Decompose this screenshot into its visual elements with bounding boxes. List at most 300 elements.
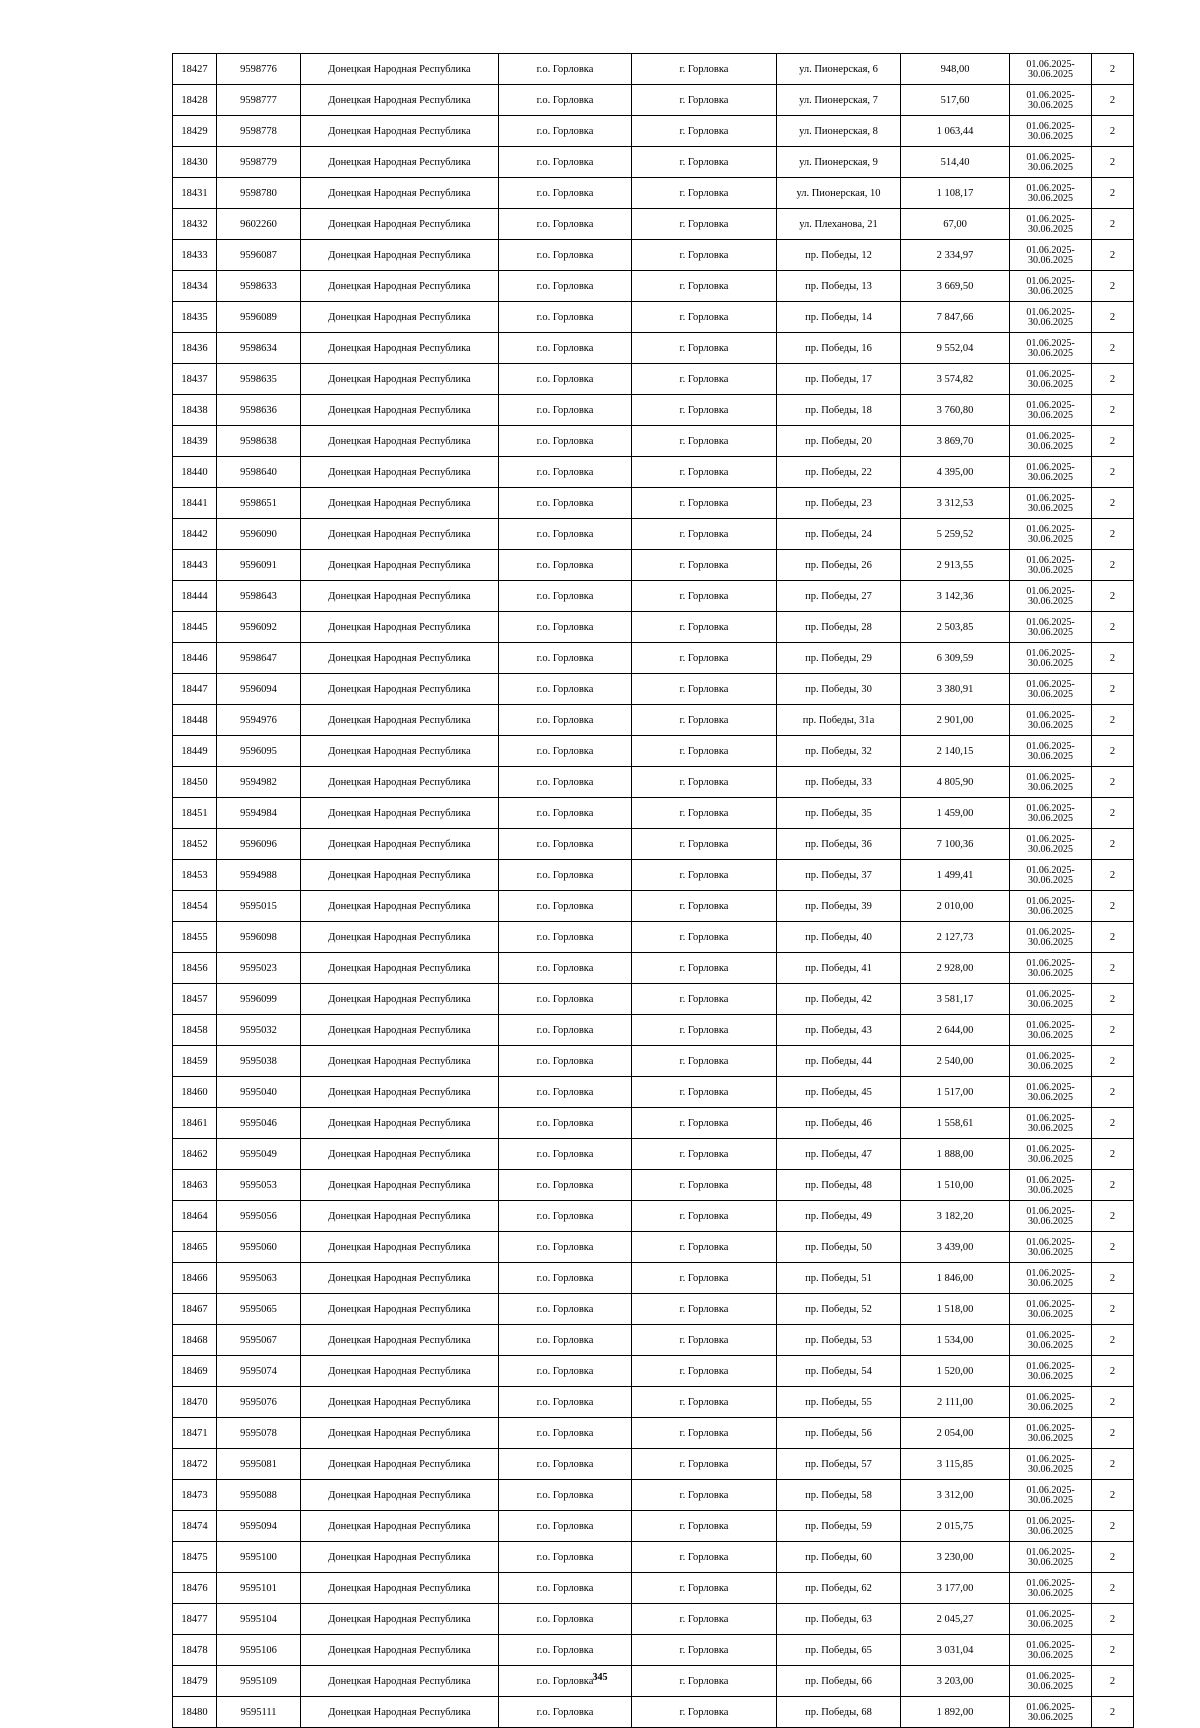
value-cell: 1 108,17 <box>901 178 1010 209</box>
city-cell: г. Горловка <box>632 457 777 488</box>
table-row <box>173 798 1134 829</box>
address-cell: пр. Победы, 43 <box>777 1015 901 1046</box>
period-end: 30.06.2025 <box>1028 1712 1073 1723</box>
region-cell: Донецкая Народная Республика <box>301 1480 499 1511</box>
value-cell: 1 459,00 <box>901 798 1010 829</box>
period-end: 30.06.2025 <box>1028 1681 1073 1692</box>
table-row <box>173 1263 1134 1294</box>
address-cell: пр. Победы, 31а <box>777 705 901 736</box>
city-cell: г. Горловка <box>632 488 777 519</box>
period-end: 30.06.2025 <box>1028 1061 1073 1072</box>
region-cell: Донецкая Народная Республика <box>301 240 499 271</box>
period-start: 01.06.2025- <box>1026 183 1075 194</box>
period-cell <box>1010 1077 1092 1108</box>
value-cell: 2 015,75 <box>901 1511 1010 1542</box>
row-number-cell: 18451 <box>173 798 217 829</box>
address-cell: пр. Победы, 13 <box>777 271 901 302</box>
address-cell: пр. Победы, 47 <box>777 1139 901 1170</box>
district-cell: г.о. Горловка <box>499 1480 632 1511</box>
category-cell: 2 <box>1092 116 1134 147</box>
table-row <box>173 1325 1134 1356</box>
city-cell: г. Горловка <box>632 1232 777 1263</box>
address-cell: пр. Победы, 23 <box>777 488 901 519</box>
value-cell: 1 517,00 <box>901 1077 1010 1108</box>
category-cell: 2 <box>1092 1480 1134 1511</box>
period-start: 01.06.2025- <box>1026 1361 1075 1372</box>
address-cell: пр. Победы, 52 <box>777 1294 901 1325</box>
row-number-cell: 18441 <box>173 488 217 519</box>
region-cell: Донецкая Народная Республика <box>301 426 499 457</box>
period-start: 01.06.2025- <box>1026 1671 1075 1682</box>
table-row <box>173 85 1134 116</box>
object-code-cell: 9596089 <box>217 302 301 333</box>
region-cell: Донецкая Народная Республика <box>301 1046 499 1077</box>
row-number-cell: 18466 <box>173 1263 217 1294</box>
period-end: 30.06.2025 <box>1028 627 1073 638</box>
object-code-cell: 9595106 <box>217 1635 301 1666</box>
category-cell: 2 <box>1092 1511 1134 1542</box>
period-end: 30.06.2025 <box>1028 503 1073 514</box>
period-cell <box>1010 1635 1092 1666</box>
region-cell: Донецкая Народная Республика <box>301 705 499 736</box>
district-cell: г.о. Горловка <box>499 1418 632 1449</box>
city-cell: г. Горловка <box>632 674 777 705</box>
region-cell: Донецкая Народная Республика <box>301 674 499 705</box>
region-cell: Донецкая Народная Республика <box>301 116 499 147</box>
city-cell: г. Горловка <box>632 705 777 736</box>
object-code-cell: 9598779 <box>217 147 301 178</box>
value-cell: 4 805,90 <box>901 767 1010 798</box>
district-cell: г.о. Горловка <box>499 1170 632 1201</box>
city-cell: г. Горловка <box>632 1046 777 1077</box>
category-cell: 2 <box>1092 333 1134 364</box>
district-cell: г.о. Горловка <box>499 953 632 984</box>
row-number-cell: 18460 <box>173 1077 217 1108</box>
region-cell: Донецкая Народная Республика <box>301 984 499 1015</box>
object-code-cell: 9595111 <box>217 1697 301 1728</box>
row-number-cell: 18457 <box>173 984 217 1015</box>
table-row <box>173 860 1134 891</box>
district-cell: г.о. Горловка <box>499 1139 632 1170</box>
category-cell: 2 <box>1092 1046 1134 1077</box>
period-end: 30.06.2025 <box>1028 162 1073 173</box>
value-cell: 3 574,82 <box>901 364 1010 395</box>
period-cell <box>1010 426 1092 457</box>
period-end: 30.06.2025 <box>1028 937 1073 948</box>
region-cell: Донецкая Народная Республика <box>301 1635 499 1666</box>
address-cell: пр. Победы, 33 <box>777 767 901 798</box>
period-cell <box>1010 1139 1092 1170</box>
table-row <box>173 736 1134 767</box>
table-row <box>173 116 1134 147</box>
period-cell <box>1010 488 1092 519</box>
period-end: 30.06.2025 <box>1028 1588 1073 1599</box>
city-cell: г. Горловка <box>632 798 777 829</box>
period-start: 01.06.2025- <box>1026 90 1075 101</box>
region-cell: Донецкая Народная Республика <box>301 395 499 426</box>
category-cell: 2 <box>1092 364 1134 395</box>
period-start: 01.06.2025- <box>1026 1268 1075 1279</box>
row-number-cell: 18434 <box>173 271 217 302</box>
period-end: 30.06.2025 <box>1028 224 1073 235</box>
category-cell: 2 <box>1092 488 1134 519</box>
region-cell: Донецкая Народная Республика <box>301 829 499 860</box>
address-cell: пр. Победы, 48 <box>777 1170 901 1201</box>
district-cell: г.о. Горловка <box>499 1542 632 1573</box>
table-row <box>173 178 1134 209</box>
region-cell: Донецкая Народная Республика <box>301 550 499 581</box>
period-end: 30.06.2025 <box>1028 193 1073 204</box>
object-code-cell: 9598634 <box>217 333 301 364</box>
period-cell <box>1010 581 1092 612</box>
city-cell: г. Горловка <box>632 1108 777 1139</box>
period-end: 30.06.2025 <box>1028 534 1073 545</box>
region-cell: Донецкая Народная Республика <box>301 1325 499 1356</box>
period-end: 30.06.2025 <box>1028 441 1073 452</box>
city-cell: г. Горловка <box>632 54 777 85</box>
category-cell: 2 <box>1092 860 1134 891</box>
category-cell: 2 <box>1092 767 1134 798</box>
period-cell <box>1010 953 1092 984</box>
period-end: 30.06.2025 <box>1028 658 1073 669</box>
object-code-cell: 9598780 <box>217 178 301 209</box>
period-start: 01.06.2025- <box>1026 245 1075 256</box>
row-number-cell: 18452 <box>173 829 217 860</box>
period-start: 01.06.2025- <box>1026 1237 1075 1248</box>
period-end: 30.06.2025 <box>1028 100 1073 111</box>
category-cell: 2 <box>1092 1387 1134 1418</box>
period-start: 01.06.2025- <box>1026 214 1075 225</box>
object-code-cell: 9594976 <box>217 705 301 736</box>
district-cell: г.о. Горловка <box>499 736 632 767</box>
district-cell: г.о. Горловка <box>499 1201 632 1232</box>
city-cell: г. Горловка <box>632 302 777 333</box>
period-cell <box>1010 1511 1092 1542</box>
district-cell: г.о. Горловка <box>499 1635 632 1666</box>
category-cell: 2 <box>1092 1263 1134 1294</box>
category-cell: 2 <box>1092 1449 1134 1480</box>
object-code-cell: 9595056 <box>217 1201 301 1232</box>
object-code-cell: 9595076 <box>217 1387 301 1418</box>
table-row <box>173 829 1134 860</box>
period-end: 30.06.2025 <box>1028 751 1073 762</box>
city-cell: г. Горловка <box>632 333 777 364</box>
row-number-cell: 18427 <box>173 54 217 85</box>
row-number-cell: 18464 <box>173 1201 217 1232</box>
period-cell <box>1010 1604 1092 1635</box>
object-code-cell: 9595100 <box>217 1542 301 1573</box>
period-cell <box>1010 395 1092 426</box>
period-cell <box>1010 1573 1092 1604</box>
address-cell: пр. Победы, 68 <box>777 1697 901 1728</box>
period-cell <box>1010 54 1092 85</box>
address-cell: пр. Победы, 39 <box>777 891 901 922</box>
value-cell: 2 127,73 <box>901 922 1010 953</box>
category-cell: 2 <box>1092 147 1134 178</box>
period-end: 30.06.2025 <box>1028 1030 1073 1041</box>
address-cell: пр. Победы, 62 <box>777 1573 901 1604</box>
address-cell: пр. Победы, 27 <box>777 581 901 612</box>
period-end: 30.06.2025 <box>1028 1340 1073 1351</box>
value-cell: 6 309,59 <box>901 643 1010 674</box>
city-cell: г. Горловка <box>632 1542 777 1573</box>
object-code-cell: 9598640 <box>217 457 301 488</box>
value-cell: 3 760,80 <box>901 395 1010 426</box>
value-cell: 2 010,00 <box>901 891 1010 922</box>
period-cell <box>1010 519 1092 550</box>
period-start: 01.06.2025- <box>1026 1578 1075 1589</box>
category-cell: 2 <box>1092 829 1134 860</box>
row-number-cell: 18458 <box>173 1015 217 1046</box>
table-row <box>173 1015 1134 1046</box>
object-code-cell: 9596091 <box>217 550 301 581</box>
period-end: 30.06.2025 <box>1028 1309 1073 1320</box>
object-code-cell: 9598635 <box>217 364 301 395</box>
period-start: 01.06.2025- <box>1026 958 1075 969</box>
period-end: 30.06.2025 <box>1028 1185 1073 1196</box>
city-cell: г. Горловка <box>632 426 777 457</box>
district-cell: г.о. Горловка <box>499 860 632 891</box>
table-row <box>173 705 1134 736</box>
table-row <box>173 1201 1134 1232</box>
district-cell: г.о. Горловка <box>499 829 632 860</box>
address-cell: пр. Победы, 18 <box>777 395 901 426</box>
value-cell: 1 892,00 <box>901 1697 1010 1728</box>
address-cell: пр. Победы, 45 <box>777 1077 901 1108</box>
period-start: 01.06.2025- <box>1026 1454 1075 1465</box>
district-cell: г.о. Горловка <box>499 705 632 736</box>
table-row <box>173 1232 1134 1263</box>
period-start: 01.06.2025- <box>1026 555 1075 566</box>
value-cell: 3 115,85 <box>901 1449 1010 1480</box>
region-cell: Донецкая Народная Республика <box>301 178 499 209</box>
city-cell: г. Горловка <box>632 1077 777 1108</box>
city-cell: г. Горловка <box>632 1139 777 1170</box>
address-cell: пр. Победы, 14 <box>777 302 901 333</box>
category-cell: 2 <box>1092 178 1134 209</box>
period-start: 01.06.2025- <box>1026 1485 1075 1496</box>
district-cell: г.о. Горловка <box>499 178 632 209</box>
row-number-cell: 18479 <box>173 1666 217 1697</box>
row-number-cell: 18431 <box>173 178 217 209</box>
address-cell: пр. Победы, 51 <box>777 1263 901 1294</box>
address-cell: пр. Победы, 65 <box>777 1635 901 1666</box>
district-cell: г.о. Горловка <box>499 271 632 302</box>
city-cell: г. Горловка <box>632 860 777 891</box>
district-cell: г.о. Горловка <box>499 364 632 395</box>
city-cell: г. Горловка <box>632 1015 777 1046</box>
district-cell: г.о. Горловка <box>499 612 632 643</box>
region-cell: Донецкая Народная Республика <box>301 1418 499 1449</box>
region-cell: Донецкая Народная Республика <box>301 54 499 85</box>
row-number-cell: 18428 <box>173 85 217 116</box>
category-cell: 2 <box>1092 1232 1134 1263</box>
row-number-cell: 18445 <box>173 612 217 643</box>
region-cell: Донецкая Народная Республика <box>301 209 499 240</box>
district-cell: г.о. Горловка <box>499 984 632 1015</box>
period-start: 01.06.2025- <box>1026 648 1075 659</box>
row-number-cell: 18429 <box>173 116 217 147</box>
table-row <box>173 984 1134 1015</box>
row-number-cell: 18461 <box>173 1108 217 1139</box>
region-cell: Донецкая Народная Республика <box>301 1170 499 1201</box>
table-row <box>173 302 1134 333</box>
address-cell: пр. Победы, 24 <box>777 519 901 550</box>
address-cell: пр. Победы, 59 <box>777 1511 901 1542</box>
period-start: 01.06.2025- <box>1026 1547 1075 1558</box>
period-end: 30.06.2025 <box>1028 69 1073 80</box>
period-cell <box>1010 1201 1092 1232</box>
period-end: 30.06.2025 <box>1028 379 1073 390</box>
period-end: 30.06.2025 <box>1028 875 1073 886</box>
period-end: 30.06.2025 <box>1028 999 1073 1010</box>
period-cell <box>1010 736 1092 767</box>
district-cell: г.о. Горловка <box>499 1449 632 1480</box>
address-cell: пр. Победы, 30 <box>777 674 901 705</box>
address-cell: пр. Победы, 58 <box>777 1480 901 1511</box>
row-number-cell: 18462 <box>173 1139 217 1170</box>
city-cell: г. Горловка <box>632 1666 777 1697</box>
category-cell: 2 <box>1092 1635 1134 1666</box>
table-row <box>173 1697 1134 1728</box>
table-body <box>173 54 1134 1728</box>
row-number-cell: 18470 <box>173 1387 217 1418</box>
region-cell: Донецкая Народная Республика <box>301 953 499 984</box>
period-end: 30.06.2025 <box>1028 1278 1073 1289</box>
city-cell: г. Горловка <box>632 1449 777 1480</box>
period-start: 01.06.2025- <box>1026 1702 1075 1713</box>
address-cell: пр. Победы, 42 <box>777 984 901 1015</box>
value-cell: 3 312,53 <box>901 488 1010 519</box>
object-code-cell: 9596092 <box>217 612 301 643</box>
value-cell: 1 510,00 <box>901 1170 1010 1201</box>
row-number-cell: 18439 <box>173 426 217 457</box>
table-row <box>173 581 1134 612</box>
category-cell: 2 <box>1092 1542 1134 1573</box>
value-cell: 3 177,00 <box>901 1573 1010 1604</box>
city-cell: г. Горловка <box>632 240 777 271</box>
period-start: 01.06.2025- <box>1026 338 1075 349</box>
row-number-cell: 18474 <box>173 1511 217 1542</box>
address-cell: пр. Победы, 56 <box>777 1418 901 1449</box>
category-cell: 2 <box>1092 1573 1134 1604</box>
table-row <box>173 550 1134 581</box>
category-cell: 2 <box>1092 736 1134 767</box>
period-end: 30.06.2025 <box>1028 1092 1073 1103</box>
category-cell: 2 <box>1092 240 1134 271</box>
region-cell: Донецкая Народная Республика <box>301 271 499 302</box>
region-cell: Донецкая Народная Республика <box>301 333 499 364</box>
object-code-cell: 9595104 <box>217 1604 301 1635</box>
value-cell: 2 111,00 <box>901 1387 1010 1418</box>
period-end: 30.06.2025 <box>1028 1495 1073 1506</box>
address-cell: пр. Победы, 66 <box>777 1666 901 1697</box>
table-row <box>173 519 1134 550</box>
city-cell: г. Горловка <box>632 1356 777 1387</box>
address-cell: ул. Пионерская, 8 <box>777 116 901 147</box>
city-cell: г. Горловка <box>632 271 777 302</box>
category-cell: 2 <box>1092 519 1134 550</box>
value-cell: 4 395,00 <box>901 457 1010 488</box>
period-cell <box>1010 240 1092 271</box>
value-cell: 1 518,00 <box>901 1294 1010 1325</box>
address-cell: пр. Победы, 63 <box>777 1604 901 1635</box>
category-cell: 2 <box>1092 1666 1134 1697</box>
period-start: 01.06.2025- <box>1026 369 1075 380</box>
category-cell: 2 <box>1092 612 1134 643</box>
row-number-cell: 18459 <box>173 1046 217 1077</box>
object-code-cell: 9596094 <box>217 674 301 705</box>
district-cell: г.о. Горловка <box>499 209 632 240</box>
object-code-cell: 9598778 <box>217 116 301 147</box>
object-code-cell: 9598647 <box>217 643 301 674</box>
address-cell: пр. Победы, 35 <box>777 798 901 829</box>
table-row <box>173 1480 1134 1511</box>
district-cell: г.о. Горловка <box>499 767 632 798</box>
period-cell <box>1010 209 1092 240</box>
district-cell: г.о. Горловка <box>499 1325 632 1356</box>
period-cell <box>1010 550 1092 581</box>
row-number-cell: 18463 <box>173 1170 217 1201</box>
address-cell: ул. Пионерская, 6 <box>777 54 901 85</box>
region-cell: Донецкая Народная Республика <box>301 643 499 674</box>
period-start: 01.06.2025- <box>1026 1299 1075 1310</box>
period-end: 30.06.2025 <box>1028 286 1073 297</box>
city-cell: г. Горловка <box>632 519 777 550</box>
period-cell <box>1010 1418 1092 1449</box>
period-cell <box>1010 271 1092 302</box>
address-cell: пр. Победы, 54 <box>777 1356 901 1387</box>
period-cell <box>1010 798 1092 829</box>
object-code-cell: 9596095 <box>217 736 301 767</box>
period-start: 01.06.2025- <box>1026 1020 1075 1031</box>
period-end: 30.06.2025 <box>1028 472 1073 483</box>
period-cell <box>1010 1015 1092 1046</box>
district-cell: г.о. Горловка <box>499 85 632 116</box>
row-number-cell: 18432 <box>173 209 217 240</box>
row-number-cell: 18437 <box>173 364 217 395</box>
table-row <box>173 1046 1134 1077</box>
city-cell: г. Горловка <box>632 1418 777 1449</box>
period-cell <box>1010 767 1092 798</box>
category-cell: 2 <box>1092 550 1134 581</box>
period-end: 30.06.2025 <box>1028 720 1073 731</box>
category-cell: 2 <box>1092 271 1134 302</box>
value-cell: 1 888,00 <box>901 1139 1010 1170</box>
object-code-cell: 9598636 <box>217 395 301 426</box>
region-cell: Донецкая Народная Республика <box>301 1263 499 1294</box>
value-cell: 3 380,91 <box>901 674 1010 705</box>
table-row <box>173 1077 1134 1108</box>
city-cell: г. Горловка <box>632 178 777 209</box>
category-cell: 2 <box>1092 85 1134 116</box>
period-start: 01.06.2025- <box>1026 617 1075 628</box>
address-cell: пр. Победы, 41 <box>777 953 901 984</box>
period-cell <box>1010 1356 1092 1387</box>
category-cell: 2 <box>1092 54 1134 85</box>
period-cell <box>1010 705 1092 736</box>
row-number-cell: 18444 <box>173 581 217 612</box>
row-number-cell: 18455 <box>173 922 217 953</box>
region-cell: Донецкая Народная Республика <box>301 1573 499 1604</box>
period-end: 30.06.2025 <box>1028 968 1073 979</box>
district-cell: г.о. Горловка <box>499 54 632 85</box>
period-start: 01.06.2025- <box>1026 1423 1075 1434</box>
address-cell: пр. Победы, 12 <box>777 240 901 271</box>
object-code-cell: 9595088 <box>217 1480 301 1511</box>
period-start: 01.06.2025- <box>1026 710 1075 721</box>
category-cell: 2 <box>1092 643 1134 674</box>
